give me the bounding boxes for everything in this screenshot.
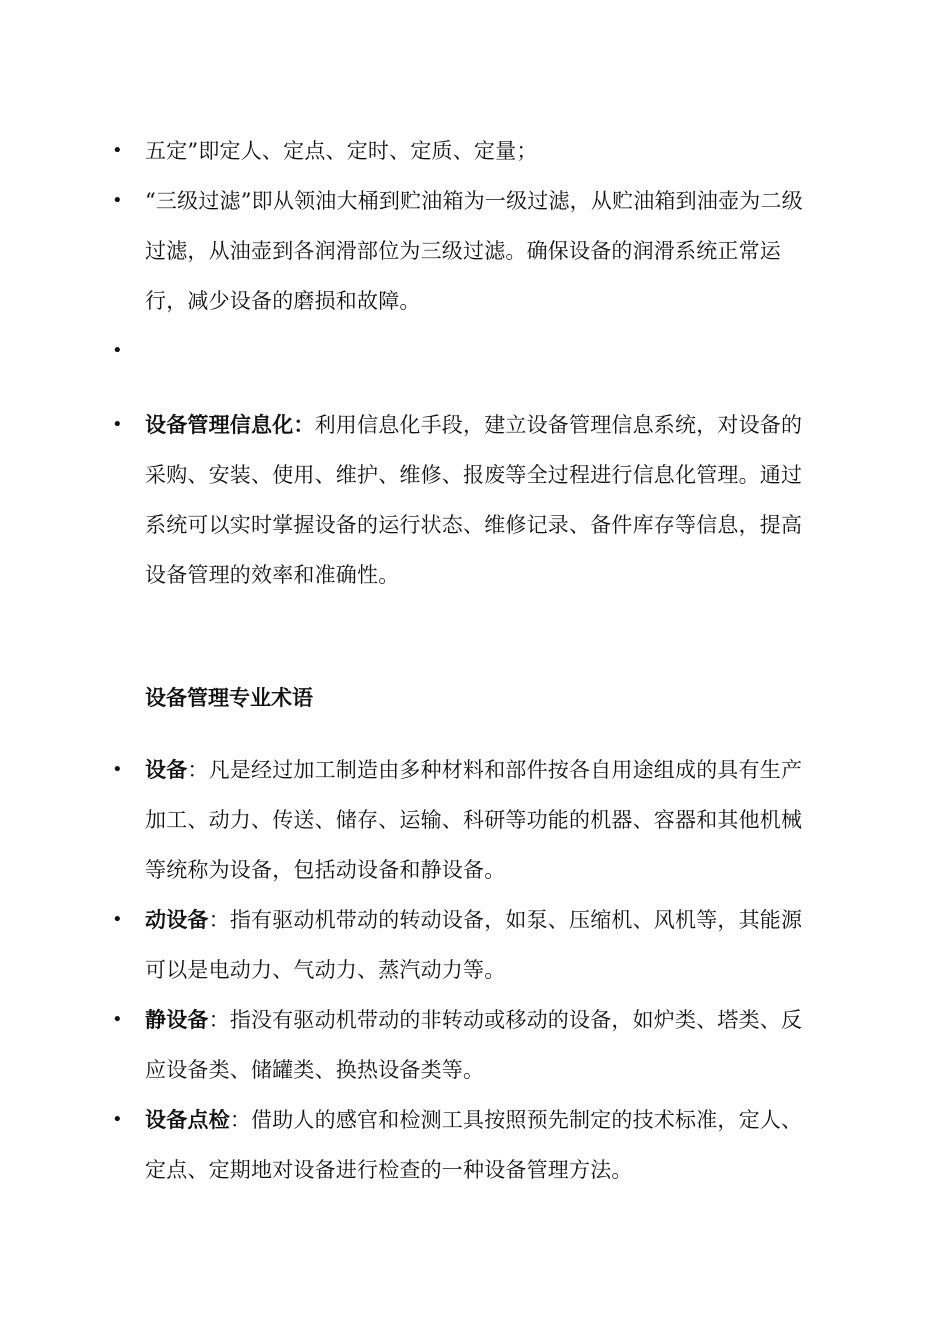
term-label: 设备: [145, 758, 188, 782]
list-item-text: “三级过滤”即从领油大桶到贮油箱为一级过滤，从贮油箱到油壶为二级过滤，从油壶到各润滑部位为三级过滤。确保设备的润滑系统正常运行，减少设备的磨损和故障。: [145, 189, 803, 313]
term-colon: ：: [187, 758, 209, 782]
section-heading: 设备管理专业术语: [145, 686, 313, 710]
list-item-empty: [0, 326, 810, 376]
term-label: 动设备: [145, 908, 209, 932]
list-item-term-equipment: [0, 745, 810, 895]
term-description: 指没有驱动机带动的非转动或移动的设备，如炉类、塔类、反应设备类、储罐类、换热设备类等。: [145, 1008, 803, 1082]
list-item-term-inspection: [0, 1095, 810, 1195]
term-description: 借助人的感官和检测工具按照预先制定的技术标准，定人、定点、定期地对设备进行检查的一种设备管理方法。: [145, 1108, 803, 1182]
list-item-info-management: [0, 400, 810, 600]
term-description: 凡是经过加工制造由多种材料和部件按各自用途组成的具有生产加工、动力、传送、储存、运输、科研等功能的机器、容器和其他机械等统称为设备，包括动设备和静设备。: [145, 758, 803, 882]
term-description: 利用信息化手段，建立设备管理信息系统，对设备的采购、安装、使用、维护、维修、报废等全过程进行信息化管理。通过系统可以实时掌握设备的运行状态、维修记录、备件库存等信息，提高设备管理的效率和准确性。: [145, 413, 803, 587]
term-label: 设备点检: [145, 1108, 230, 1132]
term-colon: ：: [208, 1008, 230, 1032]
list-item-text: 五定”即定人、定点、定时、定质、定量；: [145, 139, 538, 163]
list-item-term-static-equipment: [0, 995, 810, 1095]
info-list: [0, 400, 950, 600]
term-colon: ：: [229, 1108, 252, 1132]
list-item-three-filter: [0, 176, 810, 326]
term-label: 设备管理信息化：: [145, 413, 315, 437]
lubrication-list: [0, 126, 950, 376]
terms-list: [0, 745, 950, 1195]
term-description: 指有驱动机带动的转动设备，如泵、压缩机、风机等，其能源可以是电动力、气动力、蒸汽动力等。: [145, 908, 803, 982]
list-item-term-rotating-equipment: [0, 895, 810, 995]
term-colon: ：: [208, 908, 230, 932]
list-item-five-fixed: [0, 126, 810, 176]
term-label: 静设备: [145, 1008, 209, 1032]
